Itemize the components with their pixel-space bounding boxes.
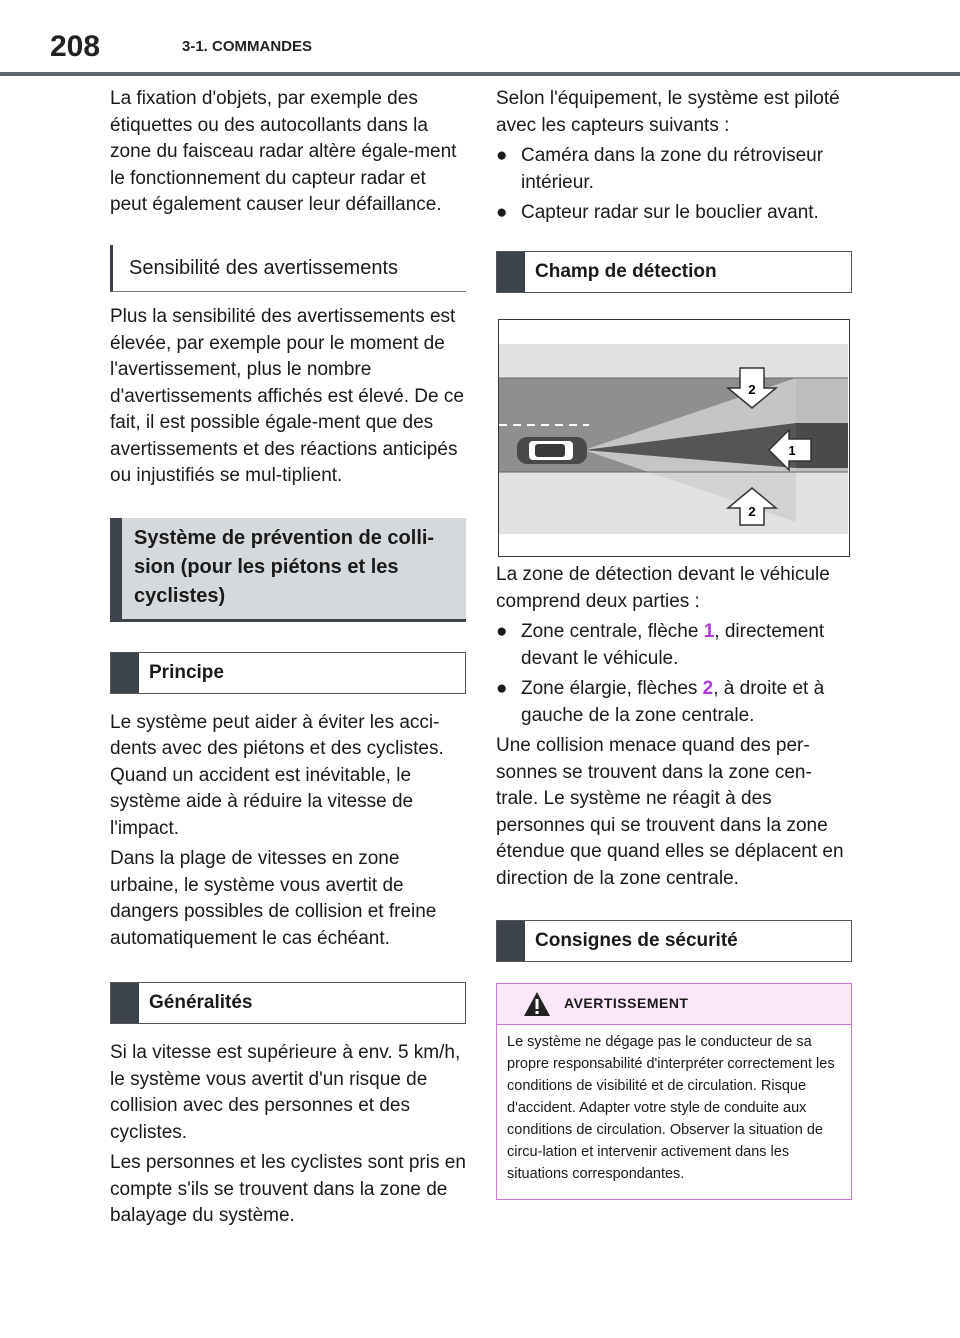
zone-bullet-wide [496,676,852,729]
sensitivity-paragraph: Plus la sensibilité des avertissements est élevée, par exemple pour le moment de l'avertissement, plus le nombre d'avertissements affichés est élevé. De ce fait, il est possible égale-ment que des avertissements et des réactions anticipés ou injustifiés se mul-tiplient. [110,306,464,486]
bullet-text: Caméra dans la zone du rétroviseur intérieur. [521,145,824,193]
heading-bar [111,983,139,1023]
warning-title: AVERTISSEMENT [564,995,689,1011]
detection-heading [496,251,852,293]
arrow-2-bottom-label: 2 [748,504,756,519]
bullet-icon: ● [496,621,508,642]
zone-b1-before: Zone centrale, flèche [521,621,704,642]
system-heading: Système de prévention de colli-sion (pour les piétons et les cyclistes) [110,518,466,622]
principle-paragraph-2: Dans la plage de vitesses en zone urbaine, le système vous avertit de dangers possibles de collision et freine automatiquement le cas échéant. [110,848,437,949]
car-icon [517,437,587,464]
warning-box [496,983,852,1200]
bullet-text: Capteur radar sur le bouclier avant. [521,202,819,223]
zone-b2-after: , à droite et à gauche de la zone centrale. [521,678,825,726]
warning-text: Le système ne dégage pas le conducteur de sa propre responsabilité d'interpréter correctement les conditions de visibilité et de circulation. Risque d'accident. Adapter votre style de conduite aux conditions de circulation. Observer la situation de circu-lation et intervenir activement dans les situations correspondantes. [507,1034,835,1182]
page-number: 208 [50,30,101,63]
heading-bar [497,921,525,961]
bullet-icon: ● [496,145,508,166]
heading-bar [111,653,139,693]
principle-paragraph-1: Le système peut aider à éviter les acci-dents avec des piétons et des cyclistes. Quand un accident est inévitable, le système aide à réduire la vitesse de l'impact. [110,711,444,839]
sensitivity-heading: Sensibilité des avertissements [110,245,466,293]
zone-b1-after: , directement devant le véhicule. [521,621,825,669]
bullet-icon: ● [496,202,508,223]
section-title: 3-1. COMMANDES [182,38,313,55]
principle-heading-text: Principe [149,661,224,683]
sensor-intro: Selon l'équipement, le système est piloté avec les capteurs suivants : [496,88,840,136]
general-heading [110,982,466,1024]
left-column [110,86,466,1234]
right-column-bottom [496,562,852,978]
zone-intro: La zone de détection devant le véhicule comprend deux parties : [496,564,830,612]
page-header [0,0,960,76]
arrow-1-label: 1 [788,443,796,458]
safety-heading-text: Consignes de sécurité [535,930,738,951]
heading-bar [497,252,525,292]
warning-header [497,984,851,1025]
intro-paragraph: La fixation d'objets, par exemple des étiquettes ou des autocollants dans la zone du faisceau radar altère égale-ment le fonctionnement du capteur radar et peut également causer leur défaillance. [110,88,457,215]
warning-triangle-icon [523,991,551,1017]
zone-b2-before: Zone élargie, flèches [521,678,703,699]
detection-heading-text: Champ de détection [535,260,717,282]
zone-number-1: 1 [703,621,715,642]
detection-diagram [498,319,850,557]
principle-heading [110,652,466,694]
safety-heading [496,920,852,962]
general-paragraph-1: Si la vitesse est supérieure à env. 5 km/h, le système vous avertit d'un risque de collision avec des personnes et des cyclistes. [110,1042,461,1143]
zone-bullet-central [496,619,852,672]
right-column-top [496,86,852,309]
detection-zone-illustration [499,320,848,555]
general-paragraph-2: Les personnes et les cyclistes sont pris en compte s'ils se trouvent dans la zone de balayage du système. [110,1152,466,1226]
sensor-bullet-camera [496,143,852,196]
zone-number-2: 2 [702,678,714,699]
sensor-bullet-radar [496,200,852,227]
arrow-2-top-label: 2 [748,382,756,397]
bullet-icon: ● [496,678,508,699]
header-rule [0,72,960,76]
collision-paragraph: Une collision menace quand des per-sonnes se trouvent dans la zone cen-trale. Le système ne réagit à des personnes qui se trouvent dans la zone étendue que quand elles se déplacent en direction de la zone centrale. [496,735,844,889]
general-heading-text: Généralités [149,992,253,1013]
